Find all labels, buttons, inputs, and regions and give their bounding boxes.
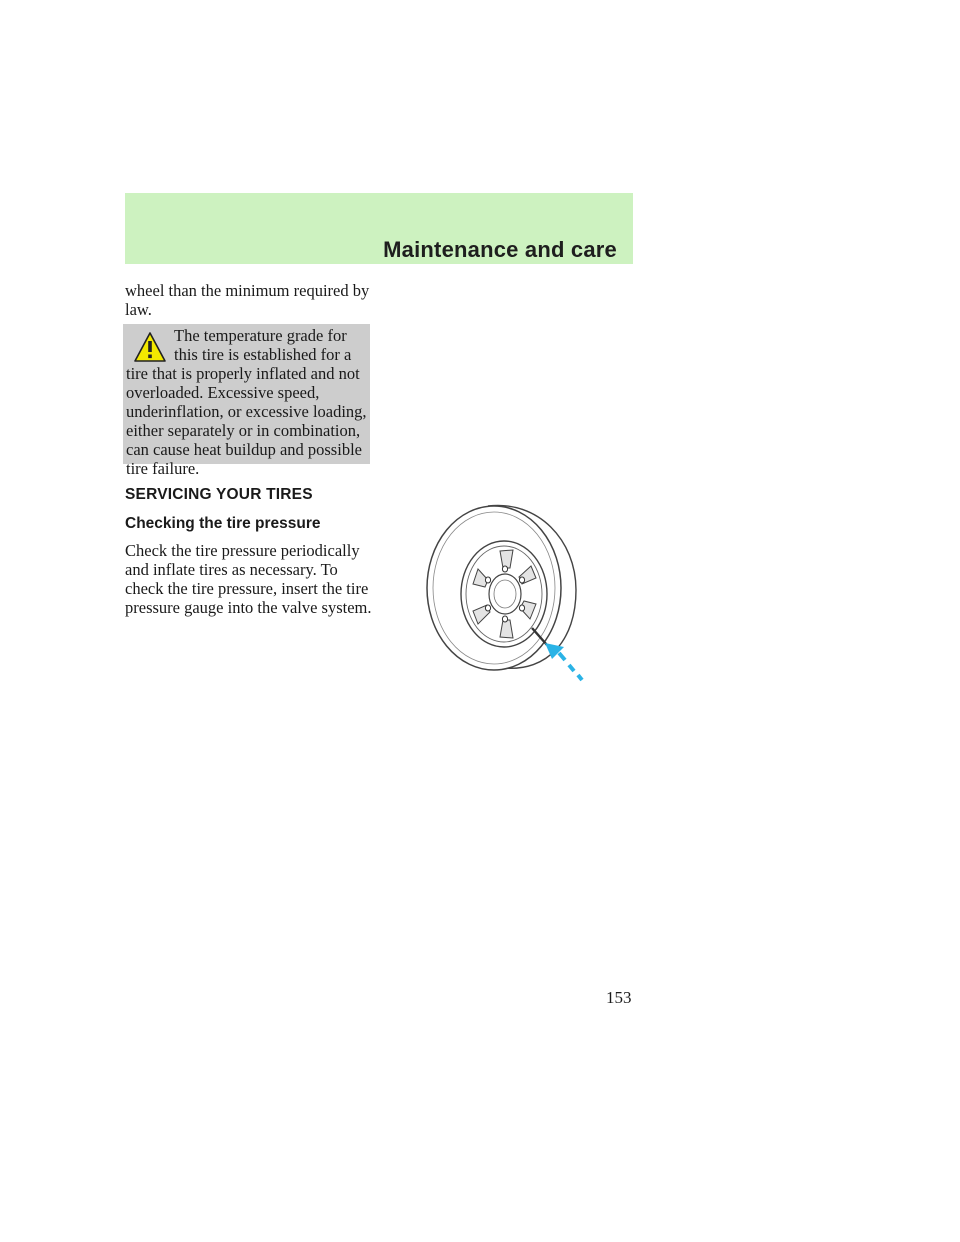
tire-valve-illustration xyxy=(418,480,598,685)
sub-heading: Checking the tire pressure xyxy=(125,515,321,532)
warning-box xyxy=(123,324,370,478)
page-title: Maintenance and care xyxy=(383,237,617,262)
section-heading: SERVICING YOUR TIRES xyxy=(125,486,313,503)
body-paragraph: Check the tire pressure periodically and inflate tires as necessary. To check the tire pressure, insert the tire pressure gauge into the valve system. xyxy=(125,541,372,617)
header-band xyxy=(125,193,633,264)
page-number: 153 xyxy=(606,988,632,1007)
continuation-text: wheel than the minimum required by law. xyxy=(125,281,370,319)
warning-triangle-icon xyxy=(133,331,167,363)
warning-text: The temperature grade for this tire is established for a tire that is properly inflated and not overloaded. Excessive speed, underinflation, or excessive loading, either separately or in combination, can cause heat buildup and possible tire failure. xyxy=(126,326,367,478)
valve-pointer-arrow xyxy=(545,643,582,680)
